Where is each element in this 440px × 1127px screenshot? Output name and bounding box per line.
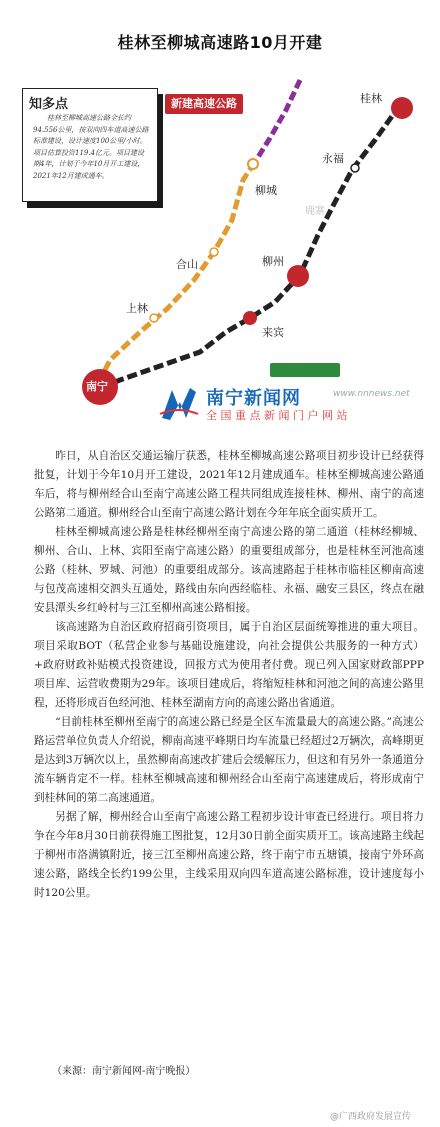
new-route-line [255,80,300,162]
article-paragraph: 另据了解，柳州经合山至南宁高速公路工程初步设计审查已经进行。项目将力争在今年8月30日前获得施工图批复，12月30日前全面实质开工。该高速路主线起于柳州市洛满镇附近，接三江至柳州高速公路，终于南宁市五塘镇，接南宁外环高速公路，路线全长约199公里，主线采用双向四车道高速公路标准，设计速度每小时120公里。 [34,811,424,899]
logo-name: 南宁新闻网 [206,388,301,409]
yongfu-dot [351,164,359,172]
page-title: 桂林至柳城高速路10月开建 [117,33,323,52]
watermark: @广西政府发展宣传 [330,1112,412,1122]
article-paragraph: 该高速路为自治区政府招商引资项目，属于自治区层面统筹推进的重大项目。项目采取BOT（私营企业参与基础设施建设，向社会提供公共服务的一种方式）+政府财政补贴模式投资建设，回报方式为使用者付费。现已列入国家财政部PPP项目库、运营收费期为29年。该项目建成后，将缩短桂林和河池之间的高速公路里程，还将形成百色经河池、桂林至湖南方向的高速公路出省通道。 [34,621,424,709]
source-line: （来源：南宁新闻网-南宁晚报） [52,1066,196,1077]
laibin-dot [243,311,257,325]
article-body [34,447,424,903]
liuzhou-dot [287,265,309,287]
logo-slogan: 全国重点新闻门户网站 [206,409,351,422]
info-box-text: 桂林至柳城高速公路全长约94.556公里，按双向四车道高速公路标准建设，设计速度100公里/小时。项目估算投资119.4亿元。项目建设期4年，计划于今年10月开工建设，2021年12月建成通车。 [33,114,149,180]
city-label-heshan: 合山 [176,258,198,271]
city-label-liuzhou: 柳州 [262,255,284,268]
city-label-nanning: 南宁 [86,380,108,393]
city-label-liucheng: 柳城 [255,184,277,197]
info-box [22,88,158,202]
city-label-yongfu: 永福 [322,152,344,165]
info-box-title: 知多点 [29,97,69,112]
article-paragraph: 桂林至柳城高速公路是桂林经柳州至南宁高速公路的第二通道（桂林经柳城、柳州、合山、上林、宾阳至南宁高速公路）的重要组成部分，也是桂林至河池高速公路（桂林、罗城、河池）的重要组成部分。该高速路起于桂林市临桂区柳南高速与包茂高速相交泗头互通处，路线由东向西经临桂、永福、融安三县区，终点在融安县潭头乡红岭村与三江至柳州高速公路相接。 [34,526,424,614]
shanglin-dot [150,314,158,322]
heshan-dot [210,248,218,256]
city-label-shanglin: 上林 [126,302,148,315]
article-paragraph: 昨日，从自治区交通运输厅获悉，桂林至柳城高速公路项目初步设计已经获得批复，计划于今年10月开工建设，2021年12月建成通车。桂林至柳城高速公路通车后，将与柳州经合山至南宁高速公路工程共同组成连接桂林、柳州、南宁的高速公路第二通道。柳州经合山至南宁高速公路计划在今年年底全面实质开工。 [34,450,424,519]
city-label-luzhai: 鹿寨 [305,206,325,217]
city-label-guilin: 桂林 [360,92,382,105]
logo-mark-icon [158,384,200,422]
site-logo [158,382,438,426]
liucheng-dot [248,159,258,169]
guilin-dot [391,97,413,119]
existing-route-badge: 现有高速公路 [270,363,340,377]
city-label-laibin: 来宾 [262,326,284,339]
article-paragraph: “目前桂林至柳州至南宁的高速公路已经是全区车流量最大的高速公路。”高速公路运营单位负责人介绍说，柳南高速平峰期日均车流量已经超过2万辆次，高峰期更是达到3万辆次以上，虽然柳南高速改扩建后会缓解压力，但这和有另外一条通道分流车辆肯定不一样。桂林至柳城高速和柳州经合山至南宁高速建成后，将形成南宁到桂林间的第二高速通道。 [34,716,424,804]
new-route-badge: 新建高速公路 [165,94,243,114]
logo-url: www.nnnews.net [333,389,410,399]
